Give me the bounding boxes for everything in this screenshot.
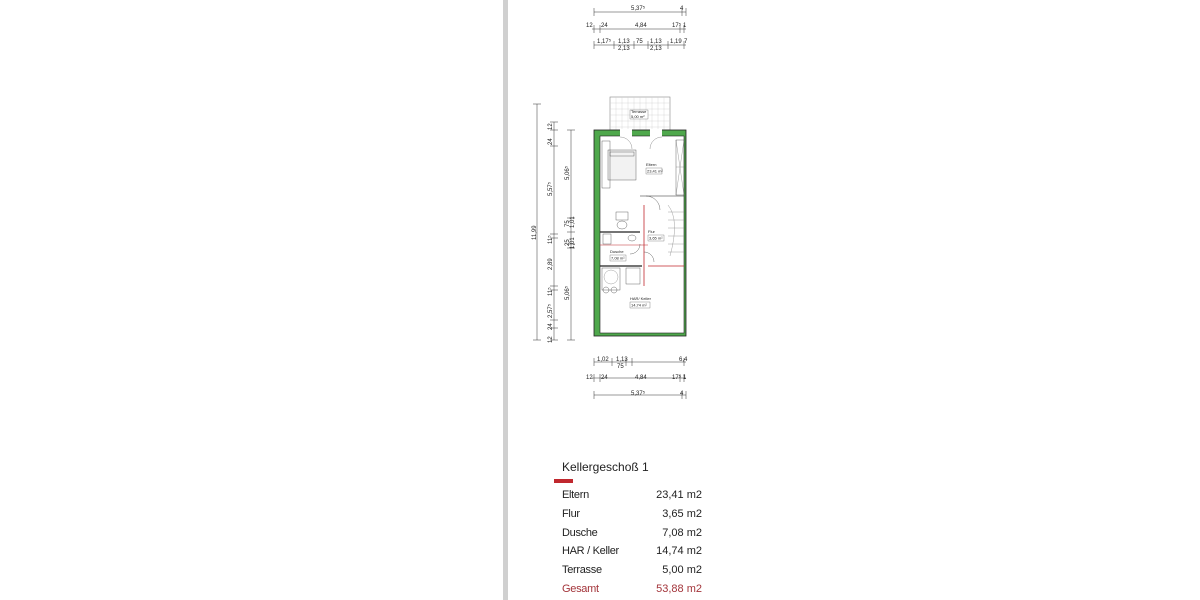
dim-bottom-row1-b: 1,13 xyxy=(616,357,628,363)
dim-left-inner-a: 5,06⁵ xyxy=(565,165,571,180)
area-row-dusche xyxy=(562,527,702,541)
dim-left-mid-f: 11⁵ xyxy=(548,287,554,296)
dim-left-mid-c: 5,57⁵ xyxy=(548,181,554,196)
dim-left-mid-a: 12 xyxy=(548,123,554,130)
area-value: 23,41 m2 xyxy=(656,489,702,501)
room-area-flur: 3,65 m² xyxy=(649,235,663,241)
area-name: HAR / Keller xyxy=(562,545,619,557)
room-label-eltern: Eltern xyxy=(646,162,657,167)
room-label-dusche: Dusche xyxy=(610,249,624,254)
dim-left-outer: 11,99 xyxy=(532,225,538,240)
dim-left-mid-h: 24 xyxy=(548,323,554,330)
dim-top-row1-b: 4 xyxy=(680,6,684,12)
floor-plan-drawing xyxy=(508,0,708,420)
dim-left-mid-g: 2,57⁵ xyxy=(548,303,554,318)
dim-left-mid-b: 24 xyxy=(548,138,554,145)
area-value: 7,08 m2 xyxy=(662,527,702,539)
title-accent-bar xyxy=(554,479,573,483)
dim-bottom-row2-a: 12 xyxy=(586,375,593,381)
room-label-flur: Flur xyxy=(648,229,655,234)
area-row-total xyxy=(562,583,702,597)
dim-top-row2-e: 1 xyxy=(683,23,687,29)
room-area-har-keller: 14,74 m² xyxy=(631,302,647,308)
area-name: Flur xyxy=(562,508,580,520)
dim-bottom-row3-b: 4 xyxy=(680,391,684,397)
dim-bottom-row1-a: 1,02 xyxy=(597,357,609,363)
area-value: 3,65 m2 xyxy=(662,508,702,520)
dim-top-row3-sub-a: 2,13 xyxy=(618,46,630,52)
dim-top-row3-a: 1,17⁵ xyxy=(597,39,612,45)
dim-bottom-row1-c: 6,4 xyxy=(679,357,688,363)
dim-top-row3-e: 1,19 xyxy=(670,39,682,45)
dim-top-row2-a: 12 xyxy=(586,23,593,29)
dim-bottom-row2-e: 1 xyxy=(683,375,687,381)
dim-left-inner-d: 25 xyxy=(565,239,571,246)
dim-bottom-row2-b: 24 xyxy=(601,375,608,381)
total-value: 53,88 m2 xyxy=(656,583,702,595)
dim-left-mid-e: 2,89 xyxy=(548,258,554,270)
room-area-eltern: 23,41 m² xyxy=(647,168,663,174)
dim-top-row3-sub-b: 2,13 xyxy=(650,46,662,52)
area-row-flur xyxy=(562,508,702,522)
area-value: 14,74 m2 xyxy=(656,545,702,557)
dim-top-row2-c: 4,84 xyxy=(635,23,647,29)
area-row-terrasse xyxy=(562,564,702,578)
room-area-dusche: 7,08 m² xyxy=(611,255,625,261)
room-label-har-keller: HAR/ Keller xyxy=(630,296,651,301)
dim-top-row2-b: 24 xyxy=(601,23,608,29)
dim-left-mid-i: 12 xyxy=(548,336,554,343)
dim-left-inner-c: 1,01 xyxy=(570,216,576,228)
dim-left-inner-b: 75 xyxy=(565,220,571,227)
dim-top-row3-b: 1,13 xyxy=(618,39,630,45)
area-value: 5,00 m2 xyxy=(662,564,702,576)
total-name: Gesamt xyxy=(562,583,599,595)
dim-top-row1-a: 5,37⁵ xyxy=(631,6,646,12)
floor-title: Kellergeschoß 1 xyxy=(562,460,649,474)
left-blank-panel xyxy=(0,0,503,600)
area-name: Eltern xyxy=(562,489,589,501)
dim-left-mid-d: 11⁵ xyxy=(548,235,554,244)
area-name: Terrasse xyxy=(562,564,602,576)
dim-bottom-row3-a: 5,37⁵ xyxy=(631,391,646,397)
dim-top-row3-c: 75 xyxy=(636,39,643,45)
dim-left-inner-e: 1,01 xyxy=(570,237,576,249)
terrace-label: Terrasse xyxy=(631,109,647,114)
area-name: Dusche xyxy=(562,527,598,539)
area-row-har-keller xyxy=(562,545,702,559)
dim-top-row3-f: 7 xyxy=(684,39,688,45)
dim-bottom-row1-sub: 75 xyxy=(617,364,624,370)
dim-top-row2-d: 17⁵ xyxy=(672,23,682,29)
area-row-eltern xyxy=(562,489,702,503)
dim-bottom-row2-c: 4,84 xyxy=(635,375,647,381)
terrace-area: 5,00 m² xyxy=(631,114,645,119)
dim-top-row3-d: 1,13 xyxy=(650,39,662,45)
dim-left-inner-f: 5,06⁵ xyxy=(565,285,571,300)
dim-bottom-row2-d: 17⁵ xyxy=(672,375,682,381)
